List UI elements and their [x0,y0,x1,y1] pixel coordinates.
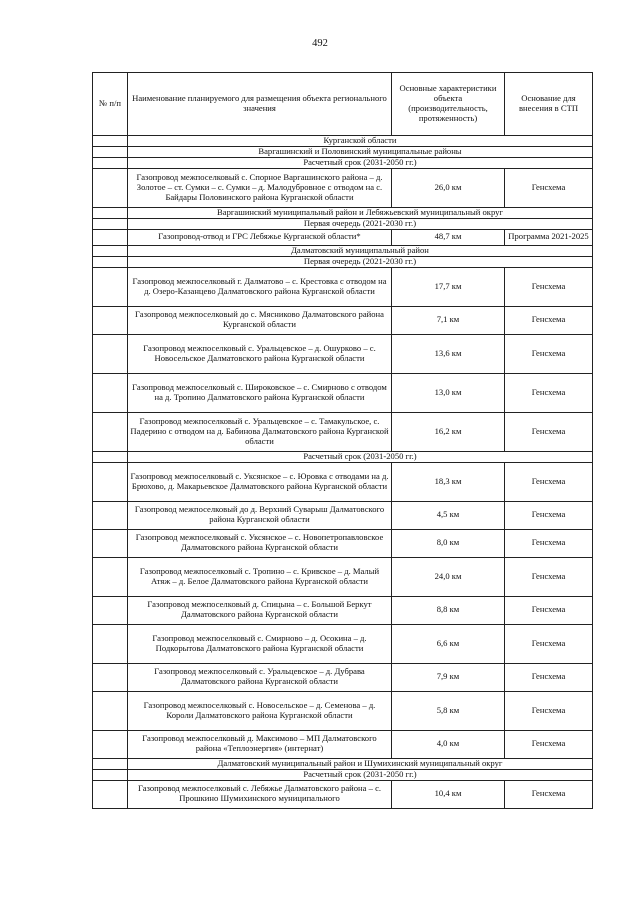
section-title: Далматовский муниципальный район [128,245,593,256]
period-title: Расчетный срок (2031-2050 гг.) [128,157,593,168]
section-row [93,207,593,218]
object-characteristic: 48,7 км [392,229,505,245]
period-title: Расчетный срок (2031-2050 гг.) [128,451,593,462]
objects-table [92,72,593,809]
object-name: Газопровод межпоселковый с. Новосельское – д. Семенова – д. Короли Далматовского района Курганской области [128,691,392,730]
section-title: Курганской области [128,136,593,147]
number-cell [93,624,128,663]
number-cell [93,691,128,730]
section-row [93,146,593,157]
object-name: Газопровод межпоселковый с. Уральцевское – д. Дубрава Далматовского района Курганской области [128,663,392,691]
number-cell [93,501,128,529]
object-name: Газопровод межпоселковый с. Уральцевское – д. Ошурково – с. Новосельское Далматовского района Курганской области [128,334,392,373]
number-cell [93,780,128,808]
period-row [93,769,593,780]
object-name: Газопровод межпоселковый с. Смирново – д. Осокина – д. Подкорытова Далматовского района Курганской области [128,624,392,663]
table-row [93,691,593,730]
number-cell [93,529,128,557]
number-cell [93,451,128,462]
object-characteristic: 5,8 км [392,691,505,730]
table-row [93,557,593,596]
inclusion-basis: Генсхема [505,663,593,691]
number-cell [93,663,128,691]
section-title: Варгашинский и Половинский муниципальные районы [128,146,593,157]
number-cell [93,168,128,207]
inclusion-basis: Генсхема [505,691,593,730]
number-cell [93,306,128,334]
inclusion-basis: Генсхема [505,267,593,306]
inclusion-basis: Генсхема [505,557,593,596]
number-cell [93,557,128,596]
number-cell [93,267,128,306]
section-title: Далматовский муниципальный район и Шумихинский муниципальный округ [128,758,593,769]
number-cell [93,157,128,168]
table-row [93,229,593,245]
table-header-row [93,73,593,136]
inclusion-basis: Генсхема [505,373,593,412]
object-characteristic: 10,4 км [392,780,505,808]
object-characteristic: 13,6 км [392,334,505,373]
table-row [93,624,593,663]
number-cell [93,334,128,373]
inclusion-basis: Генсхема [505,780,593,808]
number-cell [93,218,128,229]
number-cell [93,229,128,245]
table-row [93,780,593,808]
table-row [93,267,593,306]
header-num: № п/п [93,73,128,136]
object-characteristic: 7,1 км [392,306,505,334]
object-characteristic: 8,8 км [392,596,505,624]
number-cell [93,245,128,256]
inclusion-basis: Генсхема [505,412,593,451]
object-name: Газопровод межпоселковый с. Тропино – с. Кривское – д. Малый Атяж – д. Белое Далматовского района Курганской области [128,557,392,596]
number-cell [93,769,128,780]
object-characteristic: 17,7 км [392,267,505,306]
table-row [93,596,593,624]
object-characteristic: 18,3 км [392,462,505,501]
object-name: Газопровод-отвод и ГРС Лебяжье Курганской области* [128,229,392,245]
period-row [93,218,593,229]
table-row [93,529,593,557]
header-name: Наименование планируемого для размещения объекта регионального значения [128,73,392,136]
table-row [93,168,593,207]
object-characteristic: 7,9 км [392,663,505,691]
period-title: Первая очередь (2021-2030 гг.) [128,218,593,229]
object-characteristic: 4,0 км [392,730,505,758]
object-characteristic: 13,0 км [392,373,505,412]
period-title: Расчетный срок (2031-2050 гг.) [128,769,593,780]
inclusion-basis: Генсхема [505,462,593,501]
page-number: 492 [312,38,328,49]
inclusion-basis: Генсхема [505,596,593,624]
number-cell [93,207,128,218]
table-row [93,663,593,691]
number-cell [93,758,128,769]
number-cell [93,256,128,267]
inclusion-basis: Генсхема [505,168,593,207]
number-cell [93,373,128,412]
object-characteristic: 6,6 км [392,624,505,663]
object-characteristic: 4,5 км [392,501,505,529]
object-characteristic: 26,0 км [392,168,505,207]
inclusion-basis: Генсхема [505,730,593,758]
object-name: Газопровод межпоселковый до с. Мясниково Далматовского района Курганской области [128,306,392,334]
period-title: Первая очередь (2021-2030 гг.) [128,256,593,267]
object-characteristic: 24,0 км [392,557,505,596]
period-row [93,157,593,168]
object-name: Газопровод межпоселковый д. Максимово – МП Далматовского района «Теплоэнергия» (интернат) [128,730,392,758]
table-row [93,306,593,334]
table-body [93,136,593,809]
number-cell [93,412,128,451]
number-cell [93,596,128,624]
table-row [93,373,593,412]
inclusion-basis: Генсхема [505,306,593,334]
object-characteristic: 8,0 км [392,529,505,557]
object-name: Газопровод межпоселковый до д. Верхний Суварыш Далматовского района Курганской области [128,501,392,529]
object-name: Газопровод межпоселковый д. Спицына – с. Большой Беркут Далматовского района Курганской области [128,596,392,624]
inclusion-basis: Генсхема [505,624,593,663]
header-characteristics: Основные характеристики объекта (производительность, протяженность) [392,73,505,136]
table-row [93,730,593,758]
number-cell [93,136,128,147]
number-cell [93,146,128,157]
header-basis: Основание для внесения в СТП [505,73,593,136]
table-row [93,462,593,501]
object-name: Газопровод межпоселковый с. Уксянское – с. Новопетропавловское Далматовского района Курганской области [128,529,392,557]
object-name: Газопровод межпоселковый с. Уральцевское – с. Тамакульское, с. Падерино с отводом на д. Бабинова Далматовского района Курганской области [128,412,392,451]
object-name: Газопровод межпоселковый с. Уксянское – с. Юровка с отводами на д. Брюхово, д. Макарьевское Далматовского района Курганской области [128,462,392,501]
object-characteristic: 16,2 км [392,412,505,451]
period-row [93,451,593,462]
table-row [93,334,593,373]
section-row [93,136,593,147]
period-row [93,256,593,267]
inclusion-basis: Генсхема [505,334,593,373]
inclusion-basis: Генсхема [505,529,593,557]
number-cell [93,730,128,758]
section-row [93,758,593,769]
table-row [93,501,593,529]
number-cell [93,462,128,501]
object-name: Газопровод межпоселковый с. Лебяжье Далматовского района – с. Прошкино Шумихинского муниципального [128,780,392,808]
inclusion-basis: Программа 2021-2025 [505,229,593,245]
inclusion-basis: Генсхема [505,501,593,529]
section-title: Варгашинский муниципальный район и Лебяжьевский муниципальный округ [128,207,593,218]
object-name: Газопровод межпоселковый г. Далматово – с. Крестовка с отводом на д. Озеро-Казанцево Далматовского района Курганской области [128,267,392,306]
object-name: Газопровод межпоселковый с. Спорное Варгашинского района – д. Золотое – ст. Сумки – с. Сумки – д. Малодубровное с отводом на с. Байдары Половинского района Курганской области [128,168,392,207]
table-row [93,412,593,451]
object-name: Газопровод межпоселковый с. Широковское – с. Смирново с отводом на д. Тропино Далматовского района Курганской области [128,373,392,412]
section-row [93,245,593,256]
